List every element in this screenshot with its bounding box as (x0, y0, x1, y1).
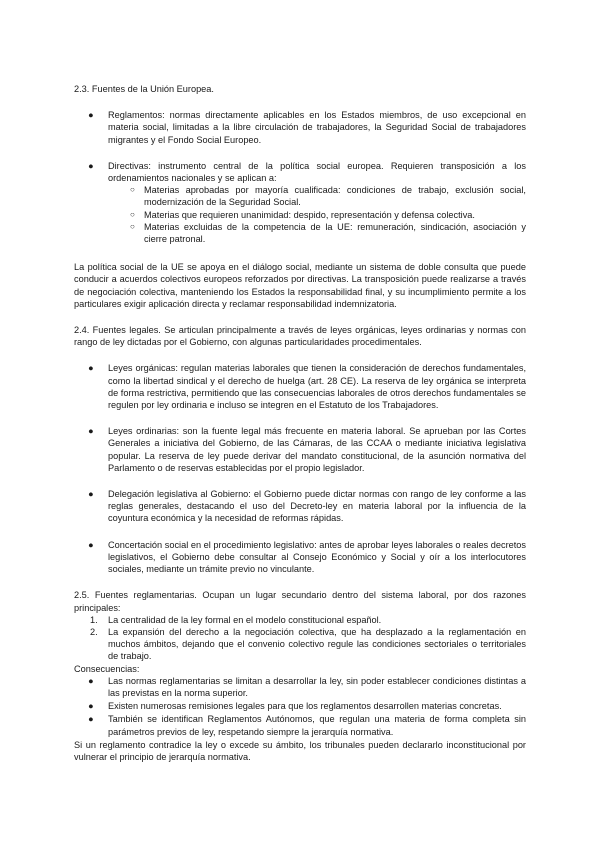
closing-paragraph: Si un reglamento contradice la ley o excede su ámbito, los tribunales pueden declararlo inconstitucional por vulnerar el principio de jerarquía normativa. (74, 739, 526, 762)
list-item: ● Las normas reglamentarias se limitan a desarrollar la ley, sin poder establecer condiciones distintas a las previstas en la norma superior. (88, 675, 526, 698)
bullet-icon: ● (88, 110, 94, 121)
sublist-item: ○ Materias excluidas de la competencia de la UE: remuneración, sindicación, asociación y cierre patronal. (130, 221, 526, 245)
legal-sources-list (74, 362, 526, 575)
list-item: ● Delegación legislativa al Gobierno: el Gobierno puede dictar normas con rango de ley conforme a las reglas generales, destacando el uso del Decreto-ley en materia laboral por la influencia de la coyuntura económica y la necesidad de reformas rápidas. (88, 489, 526, 524)
bullet-icon: ● (88, 426, 94, 437)
sublist-item: ○ Materias que requieren unanimidad: despido, representación y defensa colectiva. (130, 209, 475, 220)
directives-sublist (108, 184, 526, 245)
list-item: ● También se identifican Reglamentos Autónomos, que regulan una materia de forma completa sin parámetros previos de ley, respetando siempre la jerarquía normativa. (88, 714, 526, 737)
eu-sources-list (74, 109, 526, 245)
list-item (74, 109, 526, 146)
list-item (74, 160, 526, 245)
bullet-icon: ● (88, 160, 94, 171)
bullet-icon: ● (88, 489, 94, 500)
section-heading-2-4: 2.4. Fuentes legales. Se articulan principalmente a través de leyes orgánicas, leyes ordinarias y normas con rango de ley dictadas por el Gobierno, con algunas particularidades procedimentales. (74, 325, 526, 348)
circle-bullet-icon: ○ (130, 221, 135, 231)
bullet-icon: ● (88, 363, 94, 374)
consequences-label: Consecuencias: (74, 663, 140, 674)
list-item-text: Directivas: instrumento central de la política social europea. Requieren transposición a los ordenamientos nacionales y se aplican a: (108, 160, 526, 184)
bullet-icon: ● (88, 701, 94, 712)
list-item: ● Concertación social en el procedimiento legislativo: antes de aprobar leyes laborales o reales decretos legislativos, el Gobierno debe consultar al Consejo Económico y Social y oír a los interlocutores sociales, mediante un trámite previo no vinculante. (88, 539, 526, 575)
eu-social-policy-paragraph: La política social de la UE se apoya en el diálogo social, mediante un sistema de doble consulta que puede conducir a acuerdos colectivos europeos reforzados por directivas. La transposición puede realizarse a través de negociación colectiva, manteniendo los Estados la responsabilidad final, y su incumplimiento permite a los particulares exigir aplicación directa y reclamar responsabilidad indemnizatoria. (74, 262, 526, 309)
list-item: ● Existen numerosas remisiones legales para que los reglamentos desarrollen materias concretas. (88, 701, 502, 712)
bullet-icon: ● (88, 714, 94, 725)
reasons-numbered-list (74, 614, 526, 663)
bullet-icon: ● (88, 539, 94, 550)
list-item: ● Leyes orgánicas: regulan materias laborales que tienen la consideración de derechos fundamentales, como la libertad sindical y el derecho de huelga (art. 28 CE). La reserva de ley orgánica se interpreta de forma restrictiva, permitiendo que las consecuencias laborales de otros derechos fundamentales se regulen por ley ordinaria e incluso se integren en el Estatuto de los Trabajadores. (88, 363, 526, 411)
bullet-icon: ● (88, 675, 94, 686)
list-item-text: Reglamentos: normas directamente aplicables en los Estados miembros, de uso excepcional en materia social, limitadas a la libre circulación de trabajadores, la Seguridad Social de trabajadores migrantes y el Fondo Social Europeo. (108, 110, 526, 145)
consequences-list (74, 675, 526, 738)
list-item: ● Leyes ordinarias: son la fuente legal más frecuente en materia laboral. Se aprueban por las Cortes Generales a iniciativa del Gobierno, de las Cámaras, de las CCAA o mediante iniciativa legislativa popular. La reserva de ley puede derivar del mandato constitucional, de la asunción normativa del Parlamento o de reservas establecidas por el propio legislador. (88, 426, 526, 473)
sublist-item: ○ Materias aprobadas por mayoría cualificada: condiciones de trabajo, exclusión social, modernización de la Seguridad Social. (130, 185, 526, 208)
circle-bullet-icon: ○ (130, 209, 135, 219)
section-heading-2-5: 2.5. Fuentes reglamentarias. Ocupan un lugar secundario dentro del sistema laboral, por dos razones principales: (74, 590, 526, 613)
numbered-item: 1. La centralidad de la ley formal en el modelo constitucional español. (90, 614, 382, 625)
circle-bullet-icon: ○ (130, 185, 135, 195)
numbered-item: 2. La expansión del derecho a la negociación colectiva, que ha desplazado a la reglamentación en muchos ámbitos, dejando que el convenio colectivo regule las condiciones sectoriales o territoriales de trabajo. (90, 626, 526, 662)
section-heading-2-3: 2.3. Fuentes de la Unión Europea. (74, 84, 214, 94)
